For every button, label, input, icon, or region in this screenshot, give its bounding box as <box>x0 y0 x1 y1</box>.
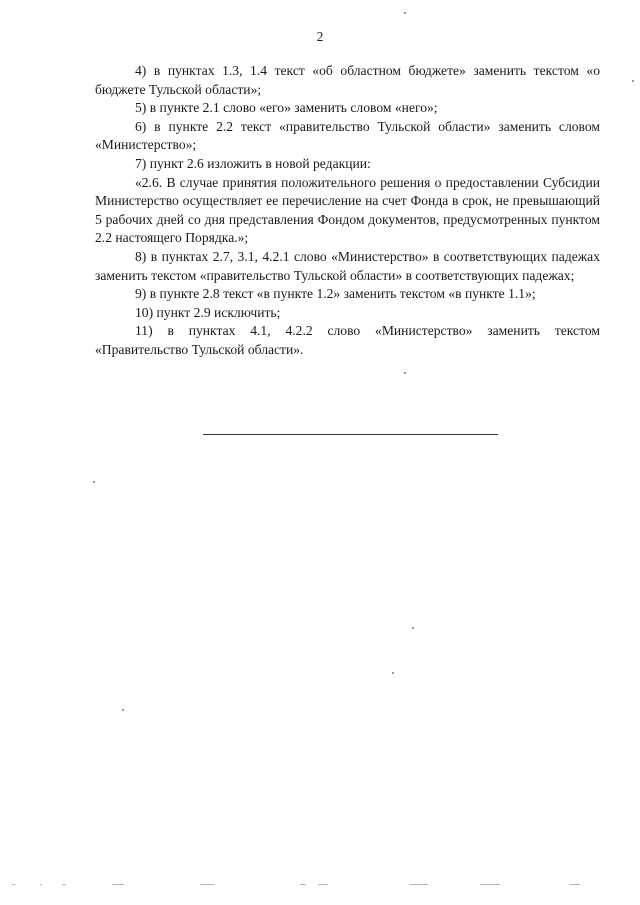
scan-speck <box>404 12 406 14</box>
scan-speck <box>632 80 634 82</box>
amendment-item-5: 5) в пункте 2.1 слово «его» заменить словом «него»; <box>135 100 438 116</box>
amendment-item-7: 7) пункт 2.6 изложить в новой редакции: <box>135 155 371 171</box>
page-number: 2 <box>316 29 324 44</box>
amendment-item-11: 11) в пунктах 4.1, 4.2.2 слово «Министерство» заменить текстом «Правительство Тульской области». <box>95 323 600 357</box>
scan-speck <box>93 481 95 483</box>
amendment-item-9: 9) в пункте 2.8 текст «в пункте 1.2» заменить текстом «в пункте 1.1»; <box>135 286 536 302</box>
scan-speck <box>392 672 394 674</box>
scan-edge-noise <box>0 884 640 886</box>
scan-speck <box>404 372 406 374</box>
scan-speck <box>122 709 124 711</box>
amendment-item-6: 6) в пункте 2.2 текст «правительство Тульской области» заменить словом «Министерство»; <box>95 118 600 153</box>
end-divider-line <box>203 434 498 435</box>
amendment-item-8: 8) в пунктах 2.7, 3.1, 4.2.1 слово «Министерство» в соответствующих падежах заменить текстом «правительство Тульской области» в соответствующих падежах; <box>95 248 600 283</box>
amendment-item-7-new-text: «2.6. В случае принятия положительного решения о предоставлении Субсидии Министерство осуществляет ее перечисление на счет Фонда в срок, не превышающий 5 рабочих дней со дня представления Фондом документов, предусмотренных пунктом 2.2 настоящего Порядка.»; <box>95 174 600 246</box>
document-body <box>95 62 600 360</box>
scan-speck <box>412 627 414 629</box>
amendment-item-10: 10) пункт 2.9 исключить; <box>135 304 281 320</box>
amendment-item-4: 4) в пунктах 1.3, 1.4 текст «об областном бюджете» заменить текстом «о бюджете Тульской области»; <box>95 63 600 97</box>
